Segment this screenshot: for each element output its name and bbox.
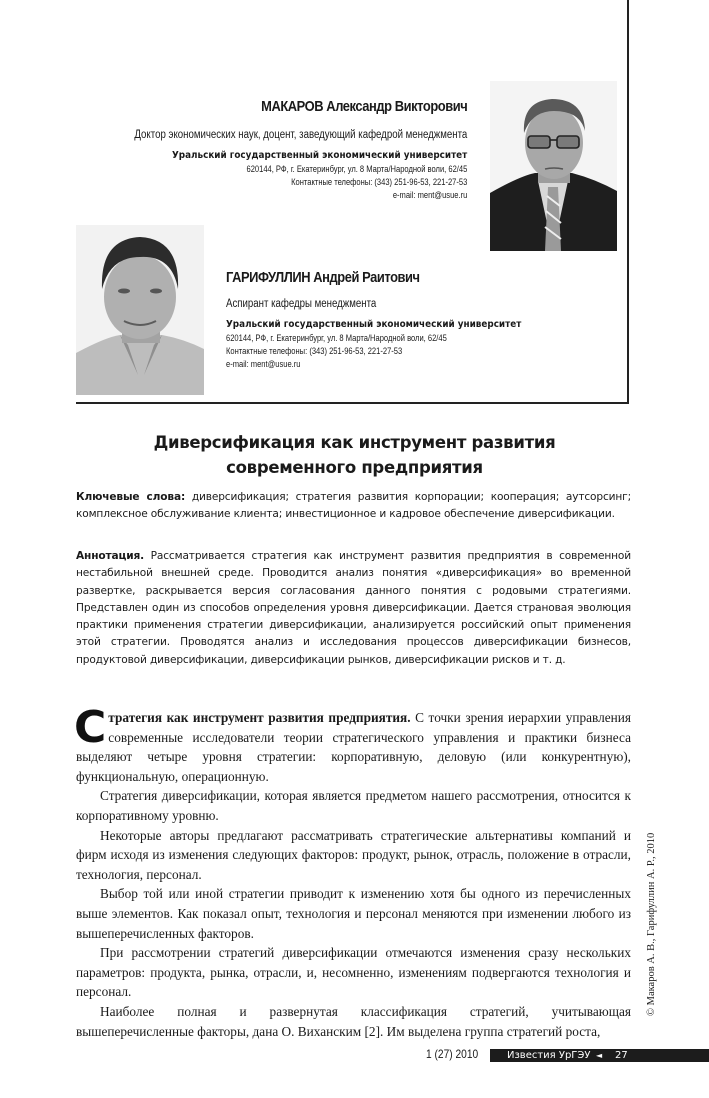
author-block-garifullin [226,269,547,371]
article-title-line-2: современного предприятия [226,458,483,477]
author-email: e-mail: ment@usue.ru [392,190,467,200]
author-position: Аспирант кафедры менеджмента [226,298,377,310]
body-paragraph: Стратегия диверсификации, которая является предметом нашего рассмотрения, относится к корпоративному уровню. [76,788,631,823]
header-frame-vertical-rule [627,0,629,404]
article-body [74,702,632,1041]
author-position: Доктор экономических наук, доцент, заведующий кафедрой менеджмента [134,129,467,141]
keywords-block [76,489,631,524]
author-organization: Уральский государственный экономический университет [171,150,467,161]
annotation-block [76,548,631,669]
journal-name: Известия УрГЭУ [507,1050,591,1061]
left-triangle-icon: ◄ [596,1051,603,1060]
drop-cap: С [74,702,107,753]
author-phones: Контактные телефоны: (343) 251-96-53, 221-27-53 [226,346,403,356]
author-phones: Контактные телефоны: (343) 251-96-53, 221-27-53 [290,177,467,187]
copyright-notice: © Макаров А. В., Гарифуллин А. Р., 2010 [646,832,657,1016]
annotation-label: Аннотация. [76,550,145,562]
header-frame-horizontal-rule [76,402,629,404]
page-number: 27 [615,1050,628,1061]
keywords-text: диверсификация; стратегия развития корпорации; кооперация; аутсорсинг; комплексное обслуживание клиента; инвестиционное и кадровое обеспечение диверсификации. [76,491,631,521]
author-photo-makarov [490,81,617,251]
author-email: e-mail: ment@usue.ru [226,359,301,369]
author-organization: Уральский государственный экономический университет [226,319,522,330]
author-block-makarov [71,98,467,202]
issue-number: 1 (27) 2010 [426,1047,479,1061]
lead-text: С точки зрения иерархии управления современные исследователи теории стратегического управления и практики бизнеса выделяют четыре уровня стратегии: корпоративную, деловую (или конкурентную), функциональную, операционную. [76,710,632,784]
author-photo-garifullin [76,225,204,395]
article-title [70,430,639,480]
author-address: 620144, РФ, г. Екатеринбург, ул. 8 Марта/Народной воли, 62/45 [246,164,467,174]
body-paragraph: Наиболее полная и развернутая классификация стратегий, учитывающая вышеперечисленные факторы, дана О. Виханским [2]. Им выделена группа стратегий роста, [76,1003,631,1039]
section-heading-inline: тратегия как инструмент развития предприятия. [108,710,411,725]
annotation-text: Рассматривается стратегия как инструмент развития предприятия в современной нестабильной внешней среде. Проводится анализ понятия «диверсификация» во временной развертке, раскрывается версия согласования данного понятия с родовыми стратегиями. Представлен один из способов определения уровня диверсификации. Дается страновая эволюция практики применения стратегии диверсификации, анализируется российский опыт применения этой стратегии. Проводятся анализ и исследования процессов диверсификации бизнесов, продуктовой диверсификации, диверсификации рынков, диверсификации рисков и т. д. [76,550,631,666]
author-name: ГАРИФУЛЛИН Андрей Раитович [226,269,420,286]
author-name: МАКАРОВ Александр Викторович [260,98,467,115]
body-paragraph-lead [74,702,632,786]
author-address: 620144, РФ, г. Екатеринбург, ул. 8 Марта/Народной воли, 62/45 [226,333,447,343]
footer-bar [490,1049,709,1062]
body-paragraph: Некоторые авторы предлагают рассматривать стратегические альтернативы компаний и фирм исходя из изменения следующих факторов: продукт, рынок, отрасль, положение в отрасли, технология, персонал. [76,827,631,882]
keywords-label: Ключевые слова: [76,491,186,503]
article-title-line-1: Диверсификация как инструмент развития [153,433,556,452]
body-paragraph: Выбор той или иной стратегии приводит к изменению хотя бы одного из перечисленных выше элементов. Как показал опыт, технология и персонал меняются при изменении любого из вышеперечисленных факторов. [76,886,631,941]
body-paragraph: При рассмотрении стратегий диверсификации отмечаются изменения сразу нескольких параметров: продукта, рынка, отрасли, и, несомненно, изменениям подвергаются технология и персонал. [76,945,631,1000]
